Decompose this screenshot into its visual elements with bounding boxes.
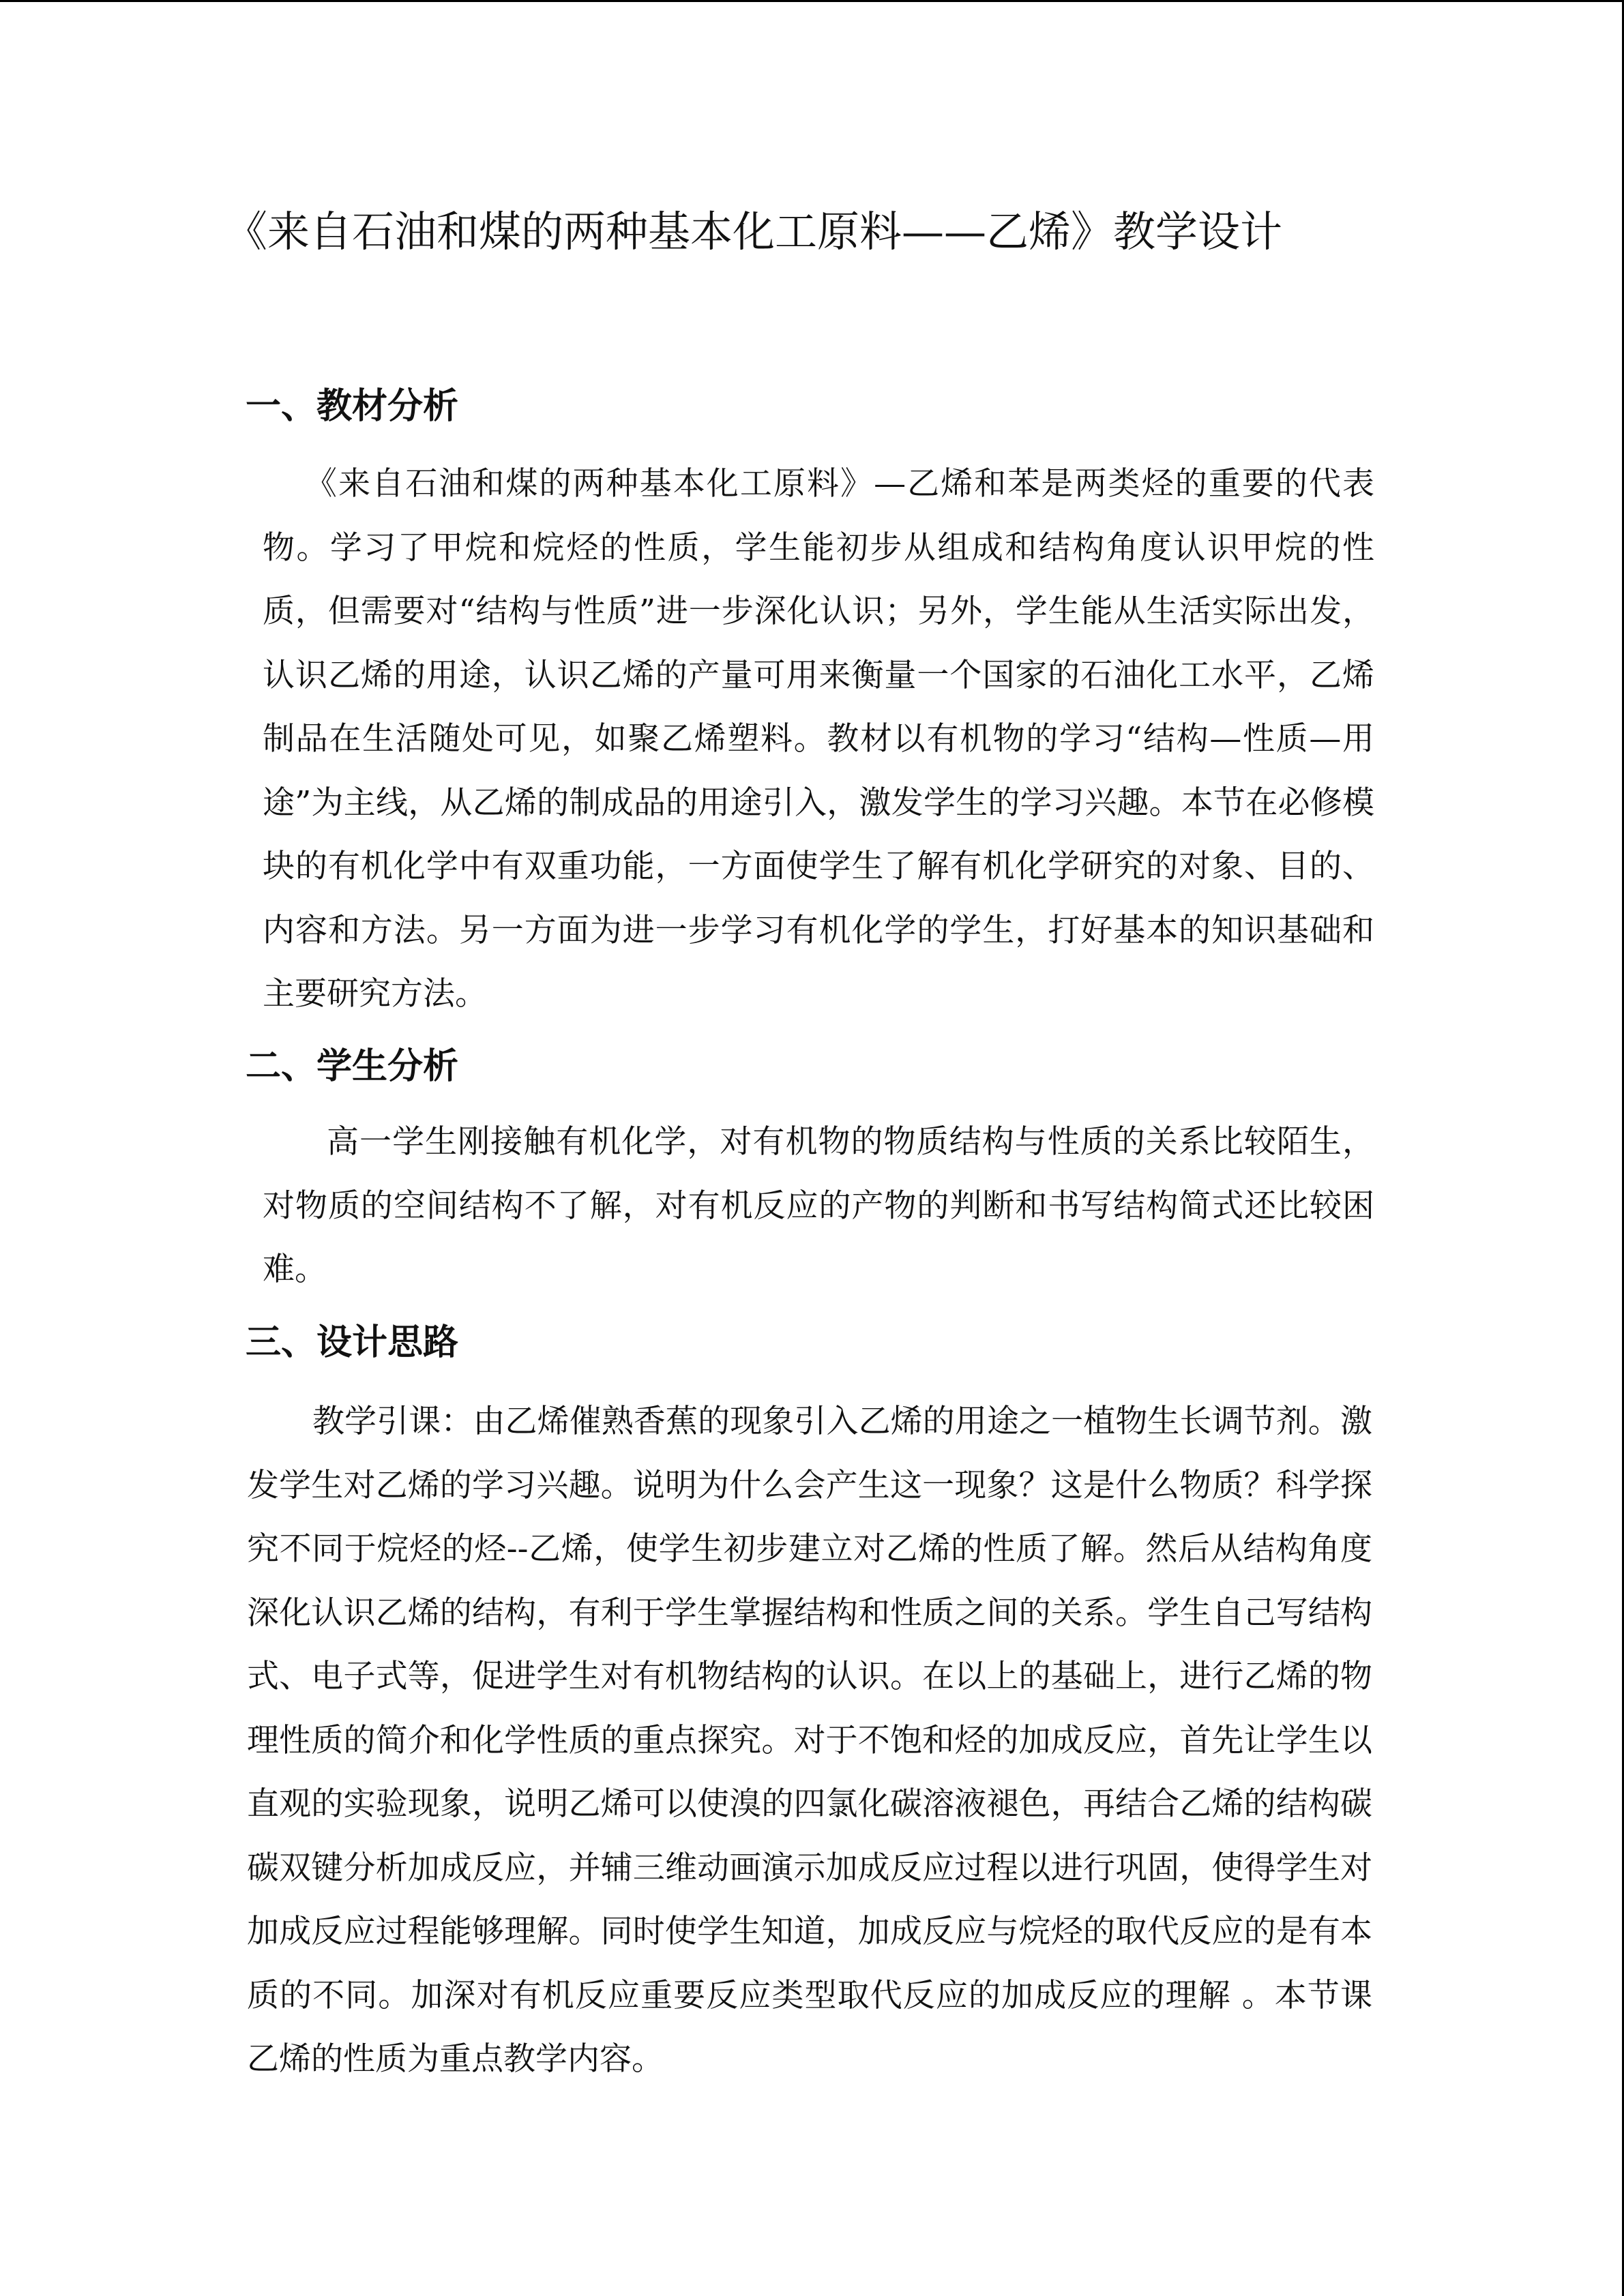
section-heading-student-analysis: 二、学生分析 — [246, 1046, 459, 1087]
section-paragraph-student-analysis: 高一学生刚接触有机化学，对有机物的物质结构与性质的关系比较陌生，对物质的空间结构不了解，对有机反应的产物的判断和书写结构简式还比较困难。 — [263, 1123, 1374, 1288]
section-heading-design-approach: 三、设计思路 — [246, 1322, 459, 1363]
document-title: 《来自石油和煤的两种基本化工原料——乙烯》教学设计 — [225, 207, 1283, 256]
section-heading-textbook-analysis: 一、教材分析 — [246, 386, 459, 427]
section-paragraph-textbook-analysis: 《来自石油和煤的两种基本化工原料》—乙烯和苯是两类烃的重要的代表物。学习了甲烷和烷烃的性质，学生能初步从组成和结构角度认识甲烷的性质，但需要对“结构与性质”进一步深化认识；另外，学生能从生活实际出发，认识乙烯的用途，认识乙烯的产量可用来衡量一个国家的石油化工水平，乙烯制品在生活随处可见，如聚乙烯塑料。教材以有机物的学习“结构—性质—用途”为主线，从乙烯的制成品的用途引入，激发学生的学习兴趣。本节在必修模块的有机化学中有双重功能，一方面使学生了解有机化学研究的对象、目的、内容和方法。另一方面为进一步学习有机化学的学生，打好基本的知识基础和主要研究方法。 — [263, 465, 1374, 1013]
section-paragraph-design-approach: 教学引课：由乙烯催熟香蕉的现象引入乙烯的用途之一植物生长调节剂。激发学生对乙烯的学习兴趣。说明为什么会产生这一现象？这是什么物质？科学探究不同于烷烃的烃--乙烯，使学生初步建立对乙烯的性质了解。然后从结构角度深化认识乙烯的结构，有利于学生掌握结构和性质之间的关系。学生自己写结构式、电子式等，促进学生对有机物结构的认识。在以上的基础上，进行乙烯的物理性质的简介和化学性质的重点探究。对于不饱和烃的加成反应，首先让学生以直观的实验现象，说明乙烯可以使溴的四氯化碳溶液褪色，再结合乙烯的结构碳碳双键分析加成反应，并辅三维动画演示加成反应过程以进行巩固，使得学生对加成反应过程能够理解。同时使学生知道，加成反应与烷烃的取代反应的是有本质的不同。加深对有机反应重要反应类型取代反应的加成反应的理解 。本节课乙烯的性质为重点教学内容。 — [247, 1403, 1372, 2078]
